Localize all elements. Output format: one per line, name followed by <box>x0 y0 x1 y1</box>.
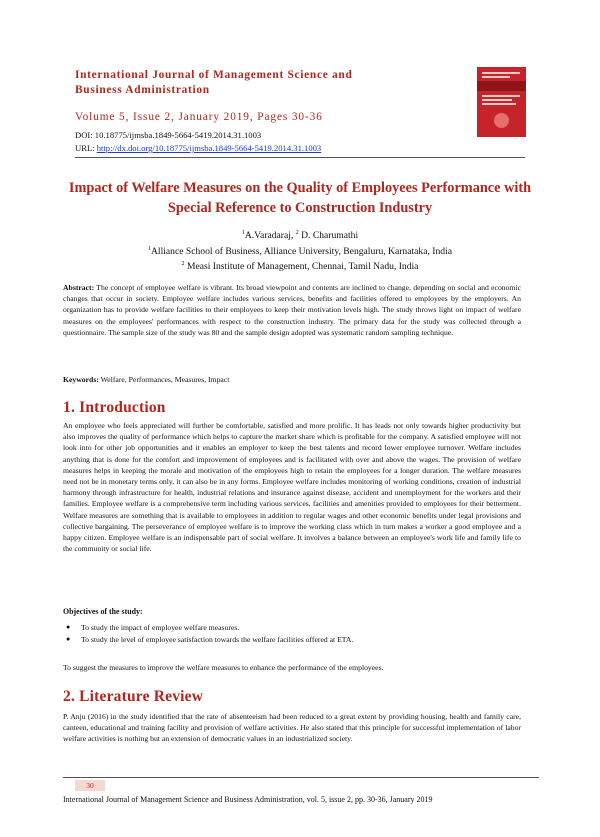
list-item: ● To study the level of employee satisfaction towards the welfare facilities offered at ETA. <box>66 634 354 644</box>
journal-cover-image <box>477 67 526 137</box>
keywords <box>63 374 521 385</box>
author-block <box>60 227 540 274</box>
keywords-label: Keywords: <box>63 375 99 384</box>
url-label: URL: <box>75 143 95 153</box>
objectives-list <box>63 622 521 646</box>
header-divider <box>75 157 525 158</box>
section-heading-introduction: 1. Introduction <box>63 399 166 416</box>
bullet-icon: ● <box>66 634 71 643</box>
author-1-sup: 1 <box>241 230 245 236</box>
literature-paragraph: P. Anju (2016) in the study identified that the rate of absenteeism had been reduced to a great extent by providing housing, health and family care, canteen, educational and training facility and provision of welfare activities. He also stated that this principle for successful implementation of labor welfare activities is nothing but an extension of democratic values in an industrialized society. <box>63 712 521 744</box>
author-names <box>60 227 540 243</box>
bullet-icon: ● <box>66 623 71 631</box>
suggest-paragraph: To suggest the measures to improve the welfare measures to enhance the performance of the employees. <box>63 663 384 672</box>
section-heading-literature-review: 2. Literature Review <box>63 688 204 705</box>
affiliation-1: $^1$Alliance School of Business, Alliance University, Bengaluru, Karnataka, India <box>148 245 452 257</box>
abstract-label: Abstract: <box>63 283 95 292</box>
journal-volume-line: Volume 5, Issue 2, January 2019, Pages 30-36 <box>75 111 323 123</box>
author-1-name: A.Varadaraj, <box>244 230 296 242</box>
footer-divider <box>63 777 539 778</box>
journal-doi: DOI: 10.18775/ijmsba.1849-5664-5419.2014.31.1003 <box>75 130 262 140</box>
doi-link[interactable]: http://dx.doi.org/10.18775/ijmsba.1849-5664-5419.2014.31.1003 <box>96 143 322 153</box>
list-item: ● To study the impact of employee welfare measures. <box>66 623 240 632</box>
introduction-paragraph: An employee who feels appreciated will further be comfortable, satisfied and more prolific. It has leads not only towards higher productivity but also improves the quality of performance which helps to capture the market share which is profitable for the company. A satisfied employee will not look into for other job opportunities and it enables an employer to keep the best talents and record lower employee turnover. Welfare includes anything that is done for the comfort and improvement of employees and is facilitated with over and above the wages. The provision of welfare measures helps in keeping the morale and motivation of the employees high to retain the employees for a longer duration. The welfare measures need not be in monetary terms only, it can also be in any forms. Employee welfare includes monitoring of working conditions, creation of industrial harmony through infrastructure for health, industrial relations and insurance against disease, accident and unemployment for the workers and their families. Employee welfare is a comprehensive term including various services, facilities and amenities provided to employees for their betterment. Welfare measures are something that is available to employees in addition to regular wages and other economic benefits under legal provisions and collective bargaining. The perseverance of employee welfare is to improve the working class which in turn makes a worker a good employee and a happy citizen. Employee welfare is an indispensable part of social welfare. It involves a balance between an employee's work life and family life to the community or social life. <box>63 421 521 554</box>
abstract <box>63 282 521 338</box>
keywords-text: Welfare, Performances, Measures, Impact <box>98 375 230 384</box>
affiliation-2: $^2$ Measi Institute of Management, Chennai, Tamil Nadu, India <box>181 261 419 273</box>
objectives-heading: Objectives of the study: <box>63 607 143 616</box>
journal-title: International Journal of Management Science and Business Administration <box>75 69 353 96</box>
page-number: 30 <box>75 780 105 791</box>
article-title: Impact of Welfare Measures on the Quality of Employees Performance with Special Reference to Construction Industry <box>68 180 532 216</box>
author-2-name: D. Charumathi <box>298 230 359 242</box>
author-2-sup: 2 <box>295 230 299 236</box>
footer-citation: International Journal of Management Science and Business Administration, vol. 5, issue 2, pp. 30-36, January 2019 <box>63 795 433 804</box>
abstract-text: The concept of employee welfare is vibrant. Its broad viewpoint and contents are inclined to change, depending on social and economic changes that occur in society. Employee welfare includes various services, benefits and facilities offered to employees by the employers. An organization has to provide welfare facilities to their employees to keep their motivation levels high. The study throws light on impact of welfare measures on the employees' performances with respect to the construction industry. The primary data for the study was collected through a questionnaire. The sample size of the study was 80 and the sample design adopted was systematic random sampling technique. <box>63 283 521 337</box>
journal-url-line <box>75 143 321 153</box>
